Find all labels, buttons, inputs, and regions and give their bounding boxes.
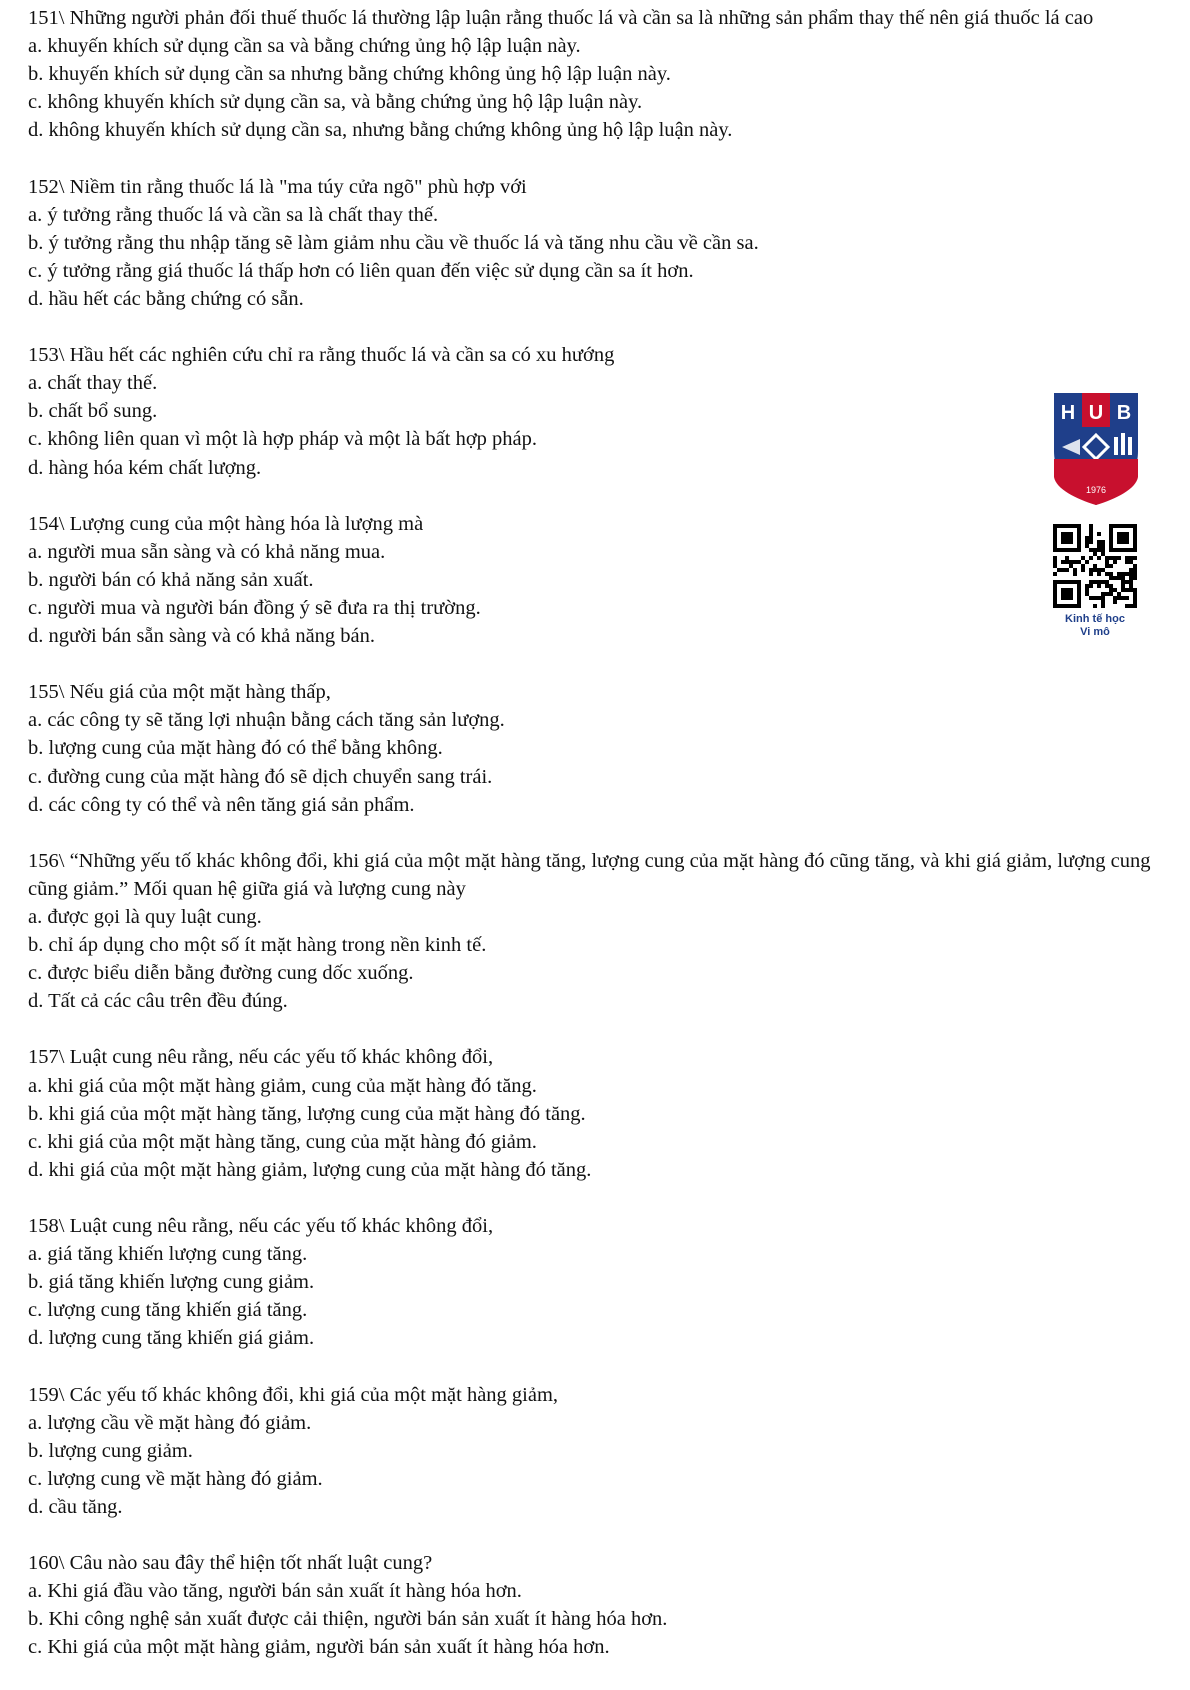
answer-option: b. ý tưởng rằng thu nhập tăng sẽ làm giảm nhu cầu về thuốc lá và tăng nhu cầu về cần sa. (28, 231, 759, 254)
answer-option: a. giá tăng khiến lượng cung tăng. (28, 1243, 308, 1266)
answer-option: d. các công ty có thể và nên tăng giá sản phẩm. (28, 793, 415, 816)
hub-logo (1050, 389, 1142, 514)
question-block (28, 1381, 1164, 1521)
answer-option: b. khuyến khích sử dụng cần sa nhưng bằng chứng không ủng hộ lập luận này. (28, 63, 671, 86)
question-block (28, 847, 1164, 1016)
answer-option: c. được biểu diễn bằng đường cung dốc xuống. (28, 962, 414, 985)
answer-option: b. giá tăng khiến lượng cung giảm. (28, 1271, 315, 1294)
question-block (28, 173, 1164, 313)
question-stem: 152\ Niềm tin rằng thuốc lá là "ma túy cửa ngõ" phù hợp với (28, 175, 527, 198)
question-stem: 154\ Lượng cung của một hàng hóa là lượng mà (28, 512, 424, 535)
answer-option: c. không khuyến khích sử dụng cần sa, và bằng chứng ủng hộ lập luận này. (28, 91, 643, 114)
answer-option: d. Tất cả các câu trên đều đúng. (28, 990, 288, 1013)
answer-option: c. người mua và người bán đồng ý sẽ đưa ra thị trường. (28, 596, 481, 619)
answer-option: d. hầu hết các bằng chứng có sẵn. (28, 287, 304, 310)
answer-option: c. khi giá của một mặt hàng tăng, cung của mặt hàng đó giảm. (28, 1130, 537, 1153)
answer-option: a. ý tưởng rằng thuốc lá và cần sa là chất thay thế. (28, 203, 439, 226)
question-block (28, 510, 1164, 650)
question-stem: 157\ Luật cung nêu rằng, nếu các yếu tố khác không đổi, (28, 1046, 494, 1069)
answer-option: c. Khi giá của một mặt hàng giảm, người bán sản xuất ít hàng hóa hơn. (28, 1636, 610, 1659)
answer-option: a. lượng cầu về mặt hàng đó giảm. (28, 1411, 312, 1434)
answer-option: c. đường cung của mặt hàng đó sẽ dịch chuyển sang trái. (28, 765, 493, 788)
question-block (28, 4, 1164, 144)
question-block (28, 678, 1164, 818)
qr-caption-line1: Kinh tế học (1065, 613, 1125, 625)
answer-option: d. khi giá của một mặt hàng giảm, lượng cung của mặt hàng đó tăng. (28, 1158, 592, 1181)
logo-letter-u: U (1088, 402, 1104, 424)
answer-option: c. ý tưởng rằng giá thuốc lá thấp hơn có liên quan đến việc sử dụng cần sa ít hơn. (28, 259, 694, 282)
answer-option: b. chỉ áp dụng cho một số ít mặt hàng trong nền kinh tế. (28, 934, 487, 957)
question-stem: 156\ “Những yếu tố khác không đổi, khi giá của một mặt hàng tăng, lượng cung của mặt hàng đó cũng tăng, và khi giá giảm, lượng cung cũng giảm.” Mối quan hệ giữa giá và lượng cung này (28, 849, 1151, 900)
answer-option: c. không liên quan vì một là hợp pháp và một là bất hợp pháp. (28, 428, 538, 451)
answer-option: d. người bán sẵn sàng và có khả năng bán. (28, 625, 376, 648)
answer-option: c. lượng cung về mặt hàng đó giảm. (28, 1467, 323, 1490)
qr-code-icon[interactable] (1053, 524, 1137, 608)
answer-option: c. lượng cung tăng khiến giá tăng. (28, 1299, 308, 1322)
question-block (28, 1043, 1164, 1183)
answer-option: d. lượng cung tăng khiến giá giảm. (28, 1327, 315, 1350)
logo-letter-b: B (1116, 402, 1132, 424)
document-body (28, 4, 1164, 1690)
question-stem: 160\ Câu nào sau đây thể hiện tốt nhất luật cung? (28, 1552, 433, 1575)
answer-option: d. hàng hóa kém chất lượng. (28, 456, 262, 479)
answer-option: d. cầu tăng. (28, 1495, 123, 1518)
question-stem: 158\ Luật cung nêu rằng, nếu các yếu tố khác không đổi, (28, 1215, 494, 1238)
logo-letter-h: H (1060, 402, 1076, 424)
question-block (28, 1549, 1164, 1661)
answer-option: b. chất bổ sung. (28, 400, 158, 423)
answer-option: b. người bán có khả năng sản xuất. (28, 568, 314, 591)
answer-option: a. người mua sẵn sàng và có khả năng mua. (28, 540, 386, 563)
question-stem: 155\ Nếu giá của một mặt hàng thấp, (28, 681, 331, 704)
qr-block (1052, 524, 1138, 639)
question-stem: 153\ Hầu hết các nghiên cứu chỉ ra rằng thuốc lá và cần sa có xu hướng (28, 344, 615, 367)
answer-option: d. không khuyến khích sử dụng cần sa, nhưng bằng chứng không ủng hộ lập luận này. (28, 119, 733, 142)
answer-option: b. lượng cung giảm. (28, 1439, 193, 1462)
answer-option: a. chất thay thế. (28, 372, 158, 395)
answer-option: a. Khi giá đầu vào tăng, người bán sản xuất ít hàng hóa hơn. (28, 1580, 522, 1603)
answer-option: a. khi giá của một mặt hàng giảm, cung của mặt hàng đó tăng. (28, 1074, 537, 1097)
hub-shield-icon (1050, 389, 1142, 509)
question-block (28, 341, 1164, 481)
answer-option: b. khi giá của một mặt hàng tăng, lượng cung của mặt hàng đó tăng. (28, 1102, 586, 1125)
answer-option: a. được gọi là quy luật cung. (28, 906, 262, 928)
logo-year: 1976 (1085, 485, 1107, 495)
question-stem: 151\ Những người phản đối thuế thuốc lá thường lập luận rằng thuốc lá và cần sa là những sản phẩm thay thế nên giá thuốc lá cao (28, 7, 1094, 29)
answer-option: a. khuyến khích sử dụng cần sa và bằng chứng ủng hộ lập luận này. (28, 35, 581, 58)
answer-option: b. lượng cung của mặt hàng đó có thể bằng không. (28, 737, 443, 760)
question-stem: 159\ Các yếu tố khác không đổi, khi giá của một mặt hàng giảm, (28, 1383, 559, 1406)
answer-option: a. các công ty sẽ tăng lợi nhuận bằng cách tăng sản lượng. (28, 709, 505, 732)
answer-option: b. Khi công nghệ sản xuất được cải thiện, người bán sản xuất ít hàng hóa hơn. (28, 1608, 668, 1631)
question-block (28, 1212, 1164, 1352)
qr-caption-line2: Vi mô (1080, 626, 1110, 638)
